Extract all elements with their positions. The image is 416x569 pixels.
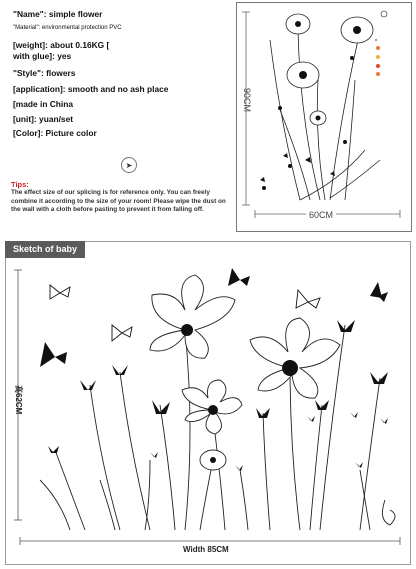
tips-title: Tips: — [11, 180, 29, 189]
sketch-width-label: Width 85CM — [183, 545, 229, 554]
chevron-right-icon: ➤ — [125, 160, 133, 170]
product-width-label: 60CM — [306, 210, 336, 220]
sketch-badge: Sketch of baby — [5, 241, 85, 258]
spec-weight-line2: with glue]: yes — [13, 51, 72, 61]
spec-style: "Style": flowers — [13, 68, 76, 78]
spec-name: "Name": simple flower — [13, 9, 103, 19]
spec-weight-line1: [weight]: about 0.16KG [ — [13, 40, 110, 50]
spec-application: [application]: smooth and no ash place — [13, 84, 169, 94]
spec-unit: [unit]: yuan/set — [13, 114, 74, 124]
product-height-label: 90CM — [242, 88, 252, 113]
tips-body: The effect size of our splicing is for reference only. You can freely combine it according to the size of your room! Please wipe the dust on the wall with a cloth before pasting to prevent it from falling off. — [11, 189, 226, 214]
spec-origin: [made in China — [13, 99, 74, 109]
sketch-height-label: 高62CM — [14, 385, 23, 415]
spec-material: "Material": environmental protection PVC — [13, 25, 122, 31]
spec-color: [Color]: Picture color — [13, 128, 97, 138]
